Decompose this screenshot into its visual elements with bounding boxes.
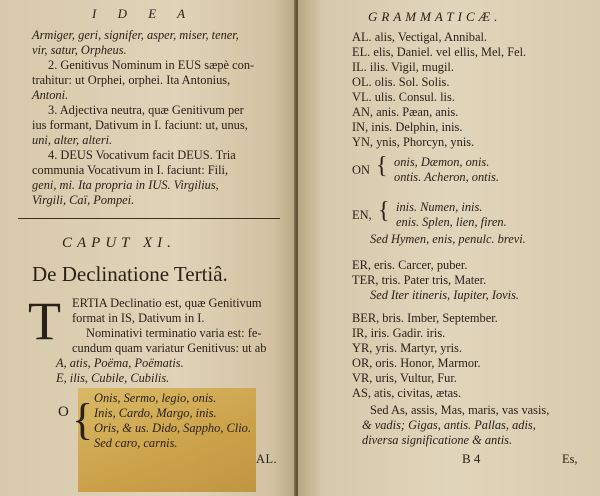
en-group-line: enis. Splen, lien, firen. (396, 215, 507, 229)
note-line: & vadis; Gigas, antis. Pallas, adis, (362, 418, 536, 432)
entry-line: AL. alis, Vectigal, Annibal. (352, 30, 488, 44)
brace: { (376, 153, 388, 179)
en-label: EN, (352, 208, 372, 222)
note-line: Sed Hymen, enis, penulc. brevi. (370, 232, 526, 246)
o-group-line: Sed caro, carnis. (94, 436, 178, 450)
signature-mark: B 4 (462, 451, 481, 466)
body-line: format in IS, Dativum in I. (72, 311, 205, 325)
o-group-line: Oris, & us. Dido, Sappho, Clio. (94, 421, 251, 435)
chapter-title: De Declinatione Tertiâ. (32, 262, 228, 286)
text-line: uni, alter, alteri. (32, 133, 113, 147)
right-page (298, 0, 600, 496)
left-page (0, 0, 296, 496)
en-group-line: inis. Numen, inis. (396, 200, 483, 214)
text-line: vir, satur, Orpheus. (32, 43, 127, 57)
entry-line: YR, yris. Martyr, yris. (352, 341, 462, 355)
running-head: I D E A (92, 6, 195, 21)
section-divider (18, 218, 280, 219)
example-line: E, ilis, Cubile, Cubilis. (56, 371, 170, 385)
entry-line: AN, anis. Pæan, anis. (352, 105, 459, 119)
body-line: Nominativi terminatio varia est: fe- (86, 326, 262, 340)
text-line: Virgili, Caï, Pompei. (32, 193, 135, 207)
entry-line: TER, tris. Pater tris, Mater. (352, 273, 487, 287)
on-label: ON (352, 163, 370, 177)
entry-line: OL. olis. Sol. Solis. (352, 75, 450, 89)
entry-line: EL. elis, Daniel. vel ellis, Mel, Fel. (352, 45, 527, 59)
brace: { (378, 198, 390, 224)
note-line: diversa significatione & antis. (362, 433, 513, 447)
note-line: Sed As, assis, Mas, maris, vas vasis, (370, 403, 550, 417)
entry-line: AS, atis, civitas, ætas. (352, 386, 462, 400)
brace: { (72, 395, 94, 444)
catchword: AL. (256, 452, 278, 466)
text-line: trahitur: ut Orphei, orphei. Ita Antonius, (32, 73, 231, 87)
text-line: 2. Genitivus Nominum in EUS sæpè con- (48, 58, 255, 72)
chapter-heading: CAPUT XI. (62, 235, 176, 251)
text-line: 3. Adjectiva neutra, quæ Genitivum per (48, 103, 244, 117)
text-line: Antoni. (32, 88, 69, 102)
drop-cap: T (28, 291, 61, 351)
entry-line: YN, ynis, Phorcyn, ynis. (352, 135, 475, 149)
text-line: Armiger, geri, signifer, asper, miser, tener, (32, 28, 239, 42)
body-line: cundum quam variatur Genitivus: ut ab (72, 341, 267, 355)
note-line: Sed Iter itineris, Iupiter, Iovis. (370, 288, 520, 302)
body-line: ERTIA Declinatio est, quæ Genitivum (72, 296, 262, 310)
on-group-line: ontis. Acheron, ontis. (394, 170, 499, 184)
entry-line: OR, oris. Honor, Marmor. (352, 356, 481, 370)
entry-line: IL. ilis. Vigil, mugil. (352, 60, 454, 74)
letter-o: O (58, 404, 69, 420)
running-head: GRAMMATICÆ. (368, 9, 502, 24)
o-group-line: Onis, Sermo, legio, onis. (94, 391, 217, 405)
entry-line: VL. ulis. Consul. lis. (352, 90, 455, 104)
text-line: communia Vocativum in I. faciunt: Fili, (32, 163, 229, 177)
entry-line: IR, iris. Gadir. iris. (352, 326, 446, 340)
text-line: geni, mi. Ita propria in IUS. Virgilius, (32, 178, 219, 192)
entry-line: IN, inis. Delphin, inis. (352, 120, 463, 134)
on-group-line: onis, Dæmon, onis. (394, 155, 490, 169)
example-line: A, atis, Poëma, Poëmatis. (56, 356, 184, 370)
entry-line: VR, uris, Vultur, Fur. (352, 371, 457, 385)
text-line: ius formant, Dativum in I. faciunt: ut, unus, (32, 118, 248, 132)
entry-line: BER, bris. Imber, September. (352, 311, 498, 325)
o-group-line: Inis, Cardo, Margo, inis. (94, 406, 217, 420)
entry-line: ER, eris. Carcer, puber. (352, 258, 468, 272)
text-line: 4. DEUS Vocativum facit DEUS. Tria (48, 148, 236, 162)
catchword: Es, (562, 452, 578, 466)
